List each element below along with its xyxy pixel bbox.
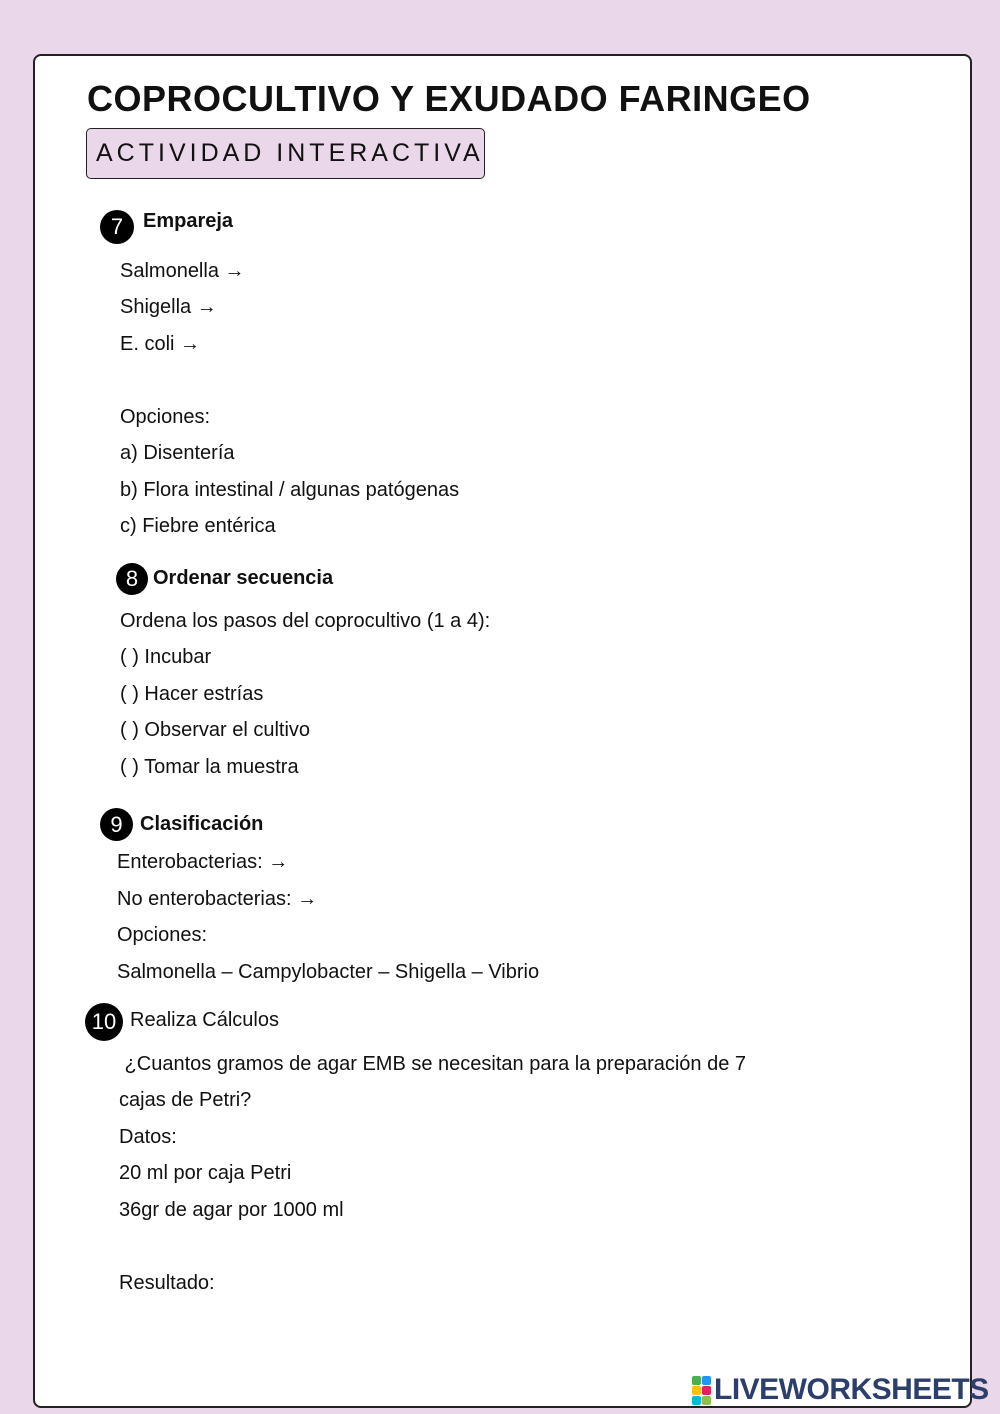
liveworksheets-logo-icon — [692, 1376, 711, 1405]
option-a: a) Disentería — [120, 442, 235, 464]
option-b: b) Flora intestinal / algunas patógenas — [120, 479, 460, 501]
section-8-instruction: Ordena los pasos del coprocultivo (1 a 4): — [120, 610, 491, 632]
section-9-options-label: Opciones: — [117, 924, 208, 946]
match-item-shigella: Shigella → — [120, 296, 217, 318]
page-subtitle: ACTIVIDAD INTERACTIVA — [96, 139, 484, 167]
section-9-options: Salmonella – Campylobacter – Shigella – Vibrio — [117, 961, 540, 983]
liveworksheets-logo-text: LIVEWORKSHEETS — [714, 1373, 989, 1406]
option-c: c) Fiebre entérica — [120, 515, 276, 537]
section-7-options-label: Opciones: — [120, 406, 211, 428]
step-incubar: ( ) Incubar — [120, 646, 212, 668]
calc-question-line-2: cajas de Petri? — [119, 1089, 252, 1111]
section-8-heading: Ordenar secuencia — [153, 567, 334, 589]
section-8-number-badge: 8 — [116, 563, 148, 595]
section-10-heading: Realiza Cálculos — [130, 1009, 279, 1031]
calc-question-line-1: ¿Cuantos gramos de agar EMB se necesitan para la preparación de 7 — [119, 1053, 747, 1075]
page-title: COPROCULTIVO Y EXUDADO FARINGEO — [87, 78, 811, 119]
calc-data-agar-ratio: 36gr de agar por 1000 ml — [119, 1199, 344, 1221]
step-observar-cultivo: ( ) Observar el cultivo — [120, 719, 311, 741]
match-item-salmonella: Salmonella → — [120, 260, 245, 282]
class-item-no-enterobacterias: No enterobacterias: → — [117, 888, 318, 910]
section-7-heading: Empareja — [143, 210, 234, 232]
calc-result-label: Resultado: — [119, 1272, 215, 1294]
calc-data-ml-per-dish: 20 ml por caja Petri — [119, 1162, 292, 1184]
section-9-heading: Clasificación — [140, 813, 264, 835]
match-item-ecoli: E. coli → — [120, 333, 201, 355]
calc-data-label: Datos: — [119, 1126, 177, 1148]
class-item-enterobacterias: Enterobacterias: → — [117, 851, 289, 873]
section-10-number-badge: 10 — [85, 1003, 123, 1041]
section-9-number-badge: 9 — [100, 808, 133, 841]
liveworksheets-logo — [692, 1372, 989, 1408]
step-tomar-muestra: ( ) Tomar la muestra — [120, 756, 299, 778]
step-hacer-estrias: ( ) Hacer estrías — [120, 683, 264, 705]
section-7-number-badge: 7 — [100, 210, 134, 244]
